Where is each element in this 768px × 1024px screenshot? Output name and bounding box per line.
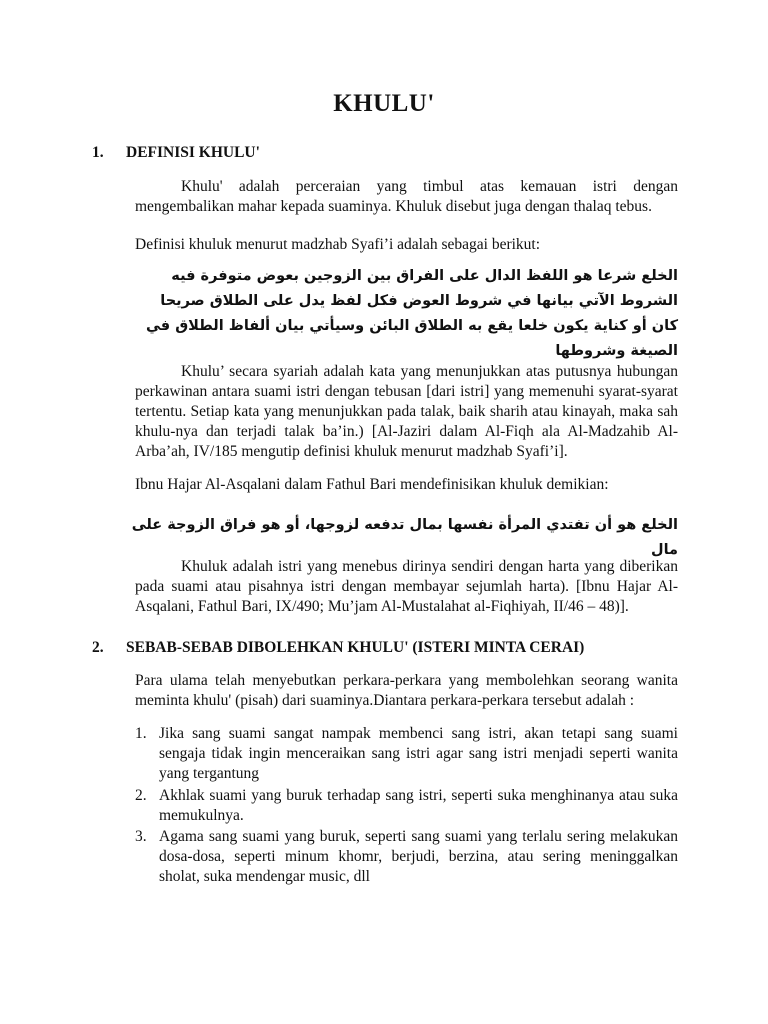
section-2-number: 2. (92, 639, 104, 656)
arabic-definition-syafii: الخلع شرعا هو اللفظ الدال على الفراق بين الزوجين بعوض متوفرة فيه الشروط الآتي بيانها في شروط العوض فكل لفظ يدل على الطلاق صريحا كان أو كناية يكون خلعا يقع به الطلاق البائن وسيأتي بيان ألفاظ الطلاق في الصيغة وشروطها (145, 268, 678, 359)
list-item-text: Jika sang suami sangat nampak membenci sang istri, akan tetapi sang suami sengaja tidak ingin menceraikan sang istri agar sang istri menjadi seperti wanita yang tergantung (159, 725, 678, 782)
list-item-text: Agama sang suami yang buruk, seperti sang suami yang terlalu sering melakukan dosa-dosa, seperti minum khomr, berjudi, berzina, atau sering meninggalkan sholat, suka mendengar music, dll (159, 828, 678, 885)
khuluk-explanation-paragraph: Khuluk adalah istri yang menebus dirinya sendiri dengan harta yang diberikan pada suami atau pisahnya istri dengan membayar sejumlah harta). [Ibnu Hajar Al-Asqalani, Fathul Bari, IX/490; Mu’jam Al-Mustalahat al-Fiqhiyah, II/46 – 48)]. (135, 558, 678, 615)
section-2-heading (92, 638, 708, 658)
list-item (135, 786, 678, 826)
list-item-text: Akhlak suami yang buruk terhadap sang istri, seperti suka menghinanya atau suka memukulnya. (159, 786, 678, 824)
document-title: KHULU' (333, 90, 435, 117)
section-1-heading (92, 143, 708, 163)
section-2-intro: Para ulama telah menyebutkan perkara-perkara yang membolehkan seorang wanita meminta khulu' (pisah) dari suaminya.Diantara perkara-perkara tersebut adalah : (135, 672, 678, 709)
definition-paragraph: Khulu' adalah perceraian yang timbul atas kemauan istri dengan mengembalikan mahar kepada suaminya. Khuluk disebut juga dengan thalaq tebus. (135, 178, 678, 215)
list-item-number: 1. (135, 725, 147, 742)
syariah-definition-paragraph: Khulu’ secara syariah adalah kata yang menunjukkan atas putusnya hubungan perkawinan antara suami istri dengan tebusan [dari istri] yang memenuhi syarat-syarat tertentu. Setiap kata yang menunjukkan pada talak, baik sharih atau kinayah, maka sah khulu-nya dan terjadi talak ba’in.) [Al-Jaziri dalam Al-Fiqh ala Al-Madzahib Al-Arba’ah, IV/185 mengutip definisi khuluk menurut madzhab Syafi’i]. (135, 363, 678, 460)
list-item-number: 2. (135, 786, 147, 804)
reasons-list (135, 724, 678, 889)
ibnu-hajar-intro: Ibnu Hajar Al-Asqalani dalam Fathul Bari mendefinisikan khuluk demikian: (135, 476, 609, 493)
list-item-number: 3. (135, 828, 147, 845)
list-item (135, 724, 678, 784)
section-1-title: DEFINISI KHULU' (126, 144, 260, 161)
list-item (135, 827, 678, 887)
section-2-title: SEBAB-SEBAB DIBOLEHKAN KHULU' (ISTERI MINTA CERAI) (126, 639, 585, 656)
arabic-definition-ibnu-hajar: الخلع هو أن تفتدي المرأة نفسها بمال تدفعه لزوجها، أو هو فراق الزوجة على مال (131, 517, 678, 558)
syafii-definition-intro: Definisi khuluk menurut madzhab Syafi’i adalah sebagai berikut: (135, 236, 541, 253)
section-1-number: 1. (92, 144, 104, 161)
